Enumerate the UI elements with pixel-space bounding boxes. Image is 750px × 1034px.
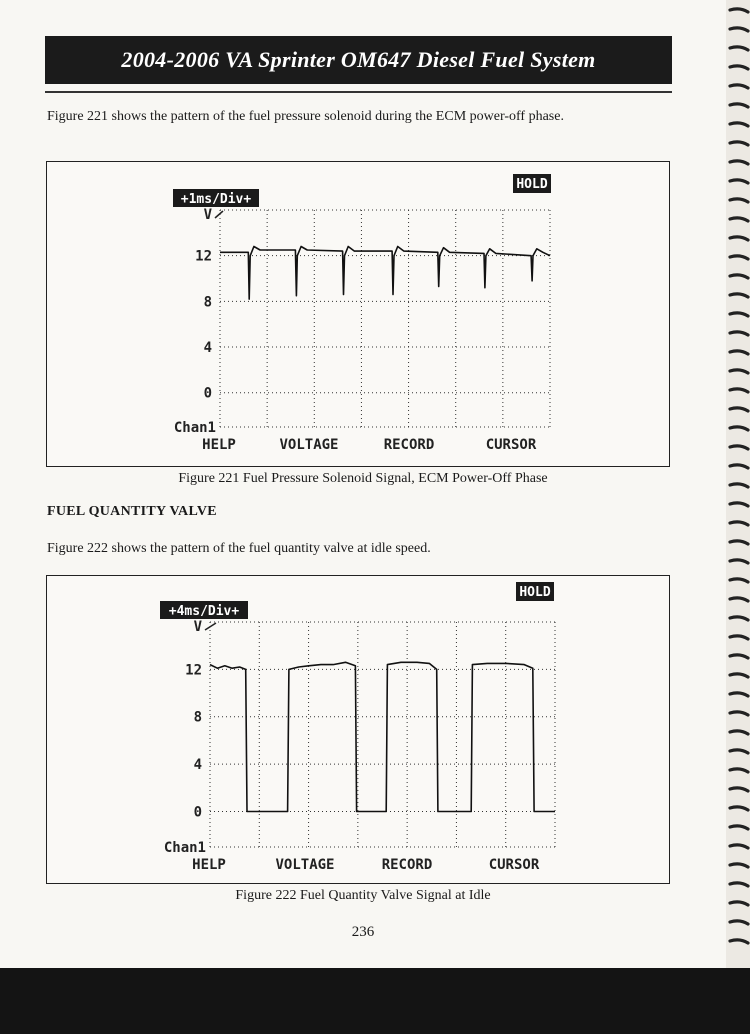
spiral-ring: [730, 788, 748, 791]
hold-label: HOLD: [519, 585, 551, 600]
section-heading: FUEL QUANTITY VALVE: [47, 504, 217, 519]
spiral-ring: [730, 370, 748, 373]
spiral-ring: [730, 712, 748, 715]
spiral-ring: [730, 845, 748, 848]
figure-221-scope: [47, 162, 669, 466]
spiral-ring: [730, 883, 748, 886]
timebase-label: +1ms/Div+: [180, 192, 252, 207]
menu-label-cursor: CURSOR: [485, 437, 537, 453]
waveform-series-0: [210, 662, 555, 811]
figure-222-caption: Figure 222 Fuel Quantity Valve Signal at Idle: [235, 888, 491, 903]
menu-label-help: HELP: [192, 857, 226, 873]
waveform-series-0: [220, 247, 550, 300]
spiral-ring: [730, 617, 748, 620]
spiral-ring: [730, 446, 748, 449]
y-unit-label: V: [203, 207, 212, 223]
figure-221-intro: Figure 221 shows the pattern of the fuel pressure solenoid during the ECM power-off phase.: [47, 109, 564, 124]
spiral-ring: [730, 864, 748, 867]
spiral-ring: [730, 598, 748, 601]
figure-222-intro: Figure 222 shows the pattern of the fuel quantity valve at idle speed.: [47, 541, 431, 556]
spiral-ring: [730, 313, 748, 316]
spiral-ring: [730, 351, 748, 354]
spiral-ring: [730, 408, 748, 411]
dark-background-strip: [0, 968, 750, 1034]
unit-arrow: [215, 211, 223, 218]
spiral-ring: [730, 66, 748, 69]
y-tick-label: 12: [195, 248, 212, 265]
spiral-ring: [730, 484, 748, 487]
spiral-ring: [730, 332, 748, 335]
menu-label-voltage: VOLTAGE: [275, 857, 335, 873]
spiral-ring: [730, 28, 748, 31]
spiral-ring: [730, 275, 748, 278]
spiral-ring: [730, 389, 748, 392]
spiral-ring: [730, 560, 748, 563]
unit-arrow: [205, 623, 216, 630]
spiral-ring: [730, 104, 748, 107]
spiral-ring: [730, 142, 748, 145]
menu-label-voltage: VOLTAGE: [279, 437, 339, 453]
figure-221-caption: Figure 221 Fuel Pressure Solenoid Signal, ECM Power-Off Phase: [178, 471, 548, 486]
spiral-ring: [730, 693, 748, 696]
spiral-ring: [730, 85, 748, 88]
y-unit-label: V: [193, 619, 202, 635]
spiral-ring: [730, 123, 748, 126]
spiral-ring: [730, 427, 748, 430]
spiral-ring: [730, 541, 748, 544]
figure-221-box: [46, 161, 670, 467]
spiral-ring: [730, 237, 748, 240]
spiral-ring: [730, 579, 748, 582]
title-rule: [45, 91, 672, 93]
spiral-ring: [730, 294, 748, 297]
spiral-ring: [730, 161, 748, 164]
spiral-ring: [730, 218, 748, 221]
spiral-ring: [730, 465, 748, 468]
page-title: 2004-2006 VA Sprinter OM647 Diesel Fuel System: [45, 36, 672, 84]
spiral-ring: [730, 807, 748, 810]
figure-222-box: [46, 575, 670, 884]
spiral-ring: [730, 769, 748, 772]
menu-label-help: HELP: [202, 437, 236, 453]
page-number: 236: [351, 924, 375, 940]
channel-label: Chan1: [163, 840, 206, 856]
spiral-binding: [726, 0, 750, 968]
menu-label-record: RECORD: [381, 857, 433, 873]
spiral-ring: [730, 180, 748, 183]
hold-label: HOLD: [516, 177, 548, 192]
y-tick-label: 4: [193, 757, 202, 774]
spiral-ring: [730, 731, 748, 734]
spiral-ring: [730, 503, 748, 506]
spiral-ring: [730, 750, 748, 753]
spiral-ring: [730, 522, 748, 525]
spiral-ring: [730, 256, 748, 259]
channel-label: Chan1: [173, 420, 216, 436]
spiral-ring: [730, 940, 748, 943]
spiral-ring: [730, 921, 748, 924]
spiral-ring: [730, 636, 748, 639]
y-tick-label: 0: [203, 385, 212, 402]
menu-label-cursor: CURSOR: [488, 857, 540, 873]
y-tick-label: 0: [193, 804, 202, 821]
y-tick-label: 8: [203, 294, 212, 311]
y-tick-label: 12: [185, 662, 202, 679]
spiral-ring: [730, 655, 748, 658]
figure-222-scope: [47, 576, 669, 883]
spiral-ring: [730, 674, 748, 677]
timebase-label: +4ms/Div+: [168, 604, 240, 619]
menu-label-record: RECORD: [383, 437, 435, 453]
y-tick-label: 8: [193, 709, 202, 726]
y-tick-label: 4: [203, 340, 212, 357]
spiral-ring: [730, 199, 748, 202]
spiral-ring: [730, 902, 748, 905]
spiral-ring: [730, 47, 748, 50]
spiral-ring: [730, 826, 748, 829]
spiral-ring: [730, 9, 748, 12]
